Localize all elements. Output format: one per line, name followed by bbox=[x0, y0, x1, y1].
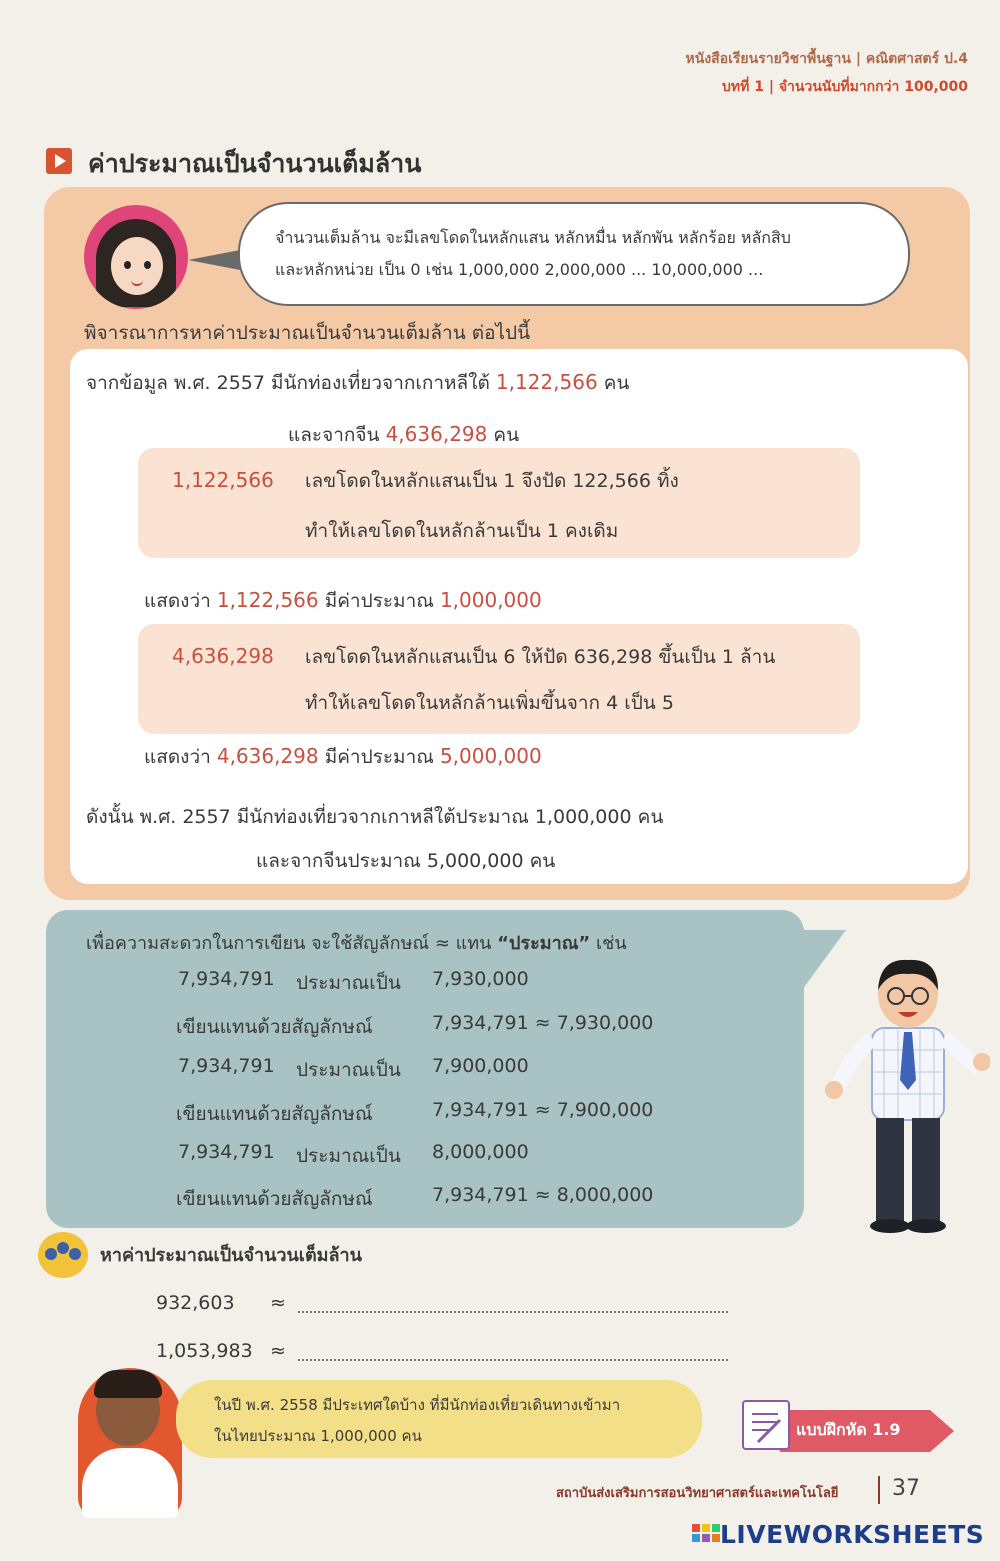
exercise-number-2: 1,053,983 bbox=[156, 1340, 253, 1362]
rounding-number-1: 1,122,566 bbox=[172, 468, 274, 492]
approx-value: 7,900,000 bbox=[432, 1055, 529, 1077]
play-triangle-icon bbox=[46, 148, 72, 174]
group-people-icon bbox=[38, 1232, 88, 1278]
exercise-number-1: 932,603 bbox=[156, 1292, 235, 1314]
worksheet-label[interactable]: แบบฝึกหัด 1.9 bbox=[796, 1420, 901, 1439]
approx-symbol: ≈ bbox=[270, 1292, 286, 1314]
liveworksheets-watermark: LIVEWORKSHEETS bbox=[720, 1520, 985, 1549]
book-title-header: หนังสือเรียนรายวิชาพื้นฐาน | คณิตศาสตร์ ป.4 bbox=[685, 51, 968, 67]
rounding-step-1b: ทำให้เลขโดดในหลักล้านเป็น 1 คงเดิม bbox=[305, 520, 619, 542]
data-line-korea: จากข้อมูล พ.ศ. 2557 มีนักท่องเที่ยวจากเกาหลีใต้ 1,122,566 คน bbox=[86, 370, 630, 394]
section-title: ค่าประมาณเป็นจำนวนเต็มล้าน bbox=[88, 149, 422, 178]
exercise-title: หาค่าประมาณเป็นจำนวนเต็มล้าน bbox=[100, 1245, 362, 1266]
conclusion-line-2: และจากจีนประมาณ 5,000,000 คน bbox=[256, 850, 556, 872]
symbol-intro: เพื่อความสะดวกในการเขียน จะใช้สัญลักษณ์ ≈ แทน “ประมาณ” เช่น bbox=[86, 933, 627, 954]
rounding-step-2b: ทำให้เลขโดดในหลักล้านเพิ่มขึ้นจาก 4 เป็น 5 bbox=[305, 692, 674, 714]
girl-avatar bbox=[84, 205, 188, 309]
teacher-illustration bbox=[820, 950, 990, 1240]
rounding-step-2a: เลขโดดในหลักแสนเป็น 6 ให้ปัด 636,298 ขึ้นเป็น 1 ล้าน bbox=[305, 646, 776, 668]
shows-line-2: แสดงว่า 4,636,298 มีค่าประมาณ 5,000,000 bbox=[144, 744, 542, 768]
speech-bubble bbox=[238, 202, 910, 306]
approx-number: 7,934,791 bbox=[178, 1055, 275, 1077]
approx-value: 7,930,000 bbox=[432, 968, 529, 990]
rounding-step-1a: เลขโดดในหลักแสนเป็น 1 จึงปัด 122,566 ทิ้ง bbox=[305, 470, 679, 492]
answer-blank-1[interactable] bbox=[298, 1310, 728, 1313]
question-line-2: ในไทยประมาณ 1,000,000 คน bbox=[214, 1427, 422, 1445]
symbol-expression: 7,934,791 ≈ 7,900,000 bbox=[432, 1099, 654, 1121]
shows-line-1: แสดงว่า 1,122,566 มีค่าประมาณ 1,000,000 bbox=[144, 588, 542, 612]
footer-divider bbox=[878, 1476, 880, 1504]
approx-number: 7,934,791 bbox=[178, 968, 275, 990]
approx-number: 7,934,791 bbox=[178, 1141, 275, 1163]
speech-line-1: จำนวนเต็มล้าน จะมีเลขโดดในหลักแสน หลักหมื่น หลักพัน หลักร้อย หลักสิบ bbox=[275, 228, 791, 247]
consider-heading: พิจารณาการหาค่าประมาณเป็นจำนวนเต็มล้าน ต่อไปนี้ bbox=[84, 322, 531, 344]
speech-line-2: และหลักหน่วย เป็น 0 เช่น 1,000,000 2,000,000 ... 10,000,000 ... bbox=[275, 260, 764, 279]
chapter-header: บทที่ 1 | จำนวนนับที่มากกว่า 100,000 bbox=[722, 79, 968, 95]
symbol-panel bbox=[46, 910, 804, 1228]
page-number: 37 bbox=[892, 1476, 920, 1501]
approx-label: ประมาณเป็น bbox=[296, 1059, 401, 1081]
approx-label: ประมาณเป็น bbox=[296, 972, 401, 994]
boy-shirt bbox=[82, 1448, 178, 1518]
symbol-expression: 7,934,791 ≈ 7,930,000 bbox=[432, 1012, 654, 1034]
speech-bubble-tail bbox=[188, 250, 240, 270]
liveworksheets-logo-icon bbox=[692, 1524, 720, 1548]
symbol-label: เขียนแทนด้วยสัญลักษณ์ bbox=[176, 1188, 373, 1210]
boy-hair bbox=[94, 1370, 162, 1398]
symbol-label: เขียนแทนด้วยสัญลักษณ์ bbox=[176, 1016, 373, 1038]
approx-label: ประมาณเป็น bbox=[296, 1145, 401, 1167]
china-visitors: 4,636,298 bbox=[385, 422, 488, 446]
data-line-china: และจากจีน 4,636,298 คน bbox=[288, 422, 520, 446]
approx-value: 8,000,000 bbox=[432, 1141, 529, 1163]
pencil-paper-icon bbox=[742, 1400, 790, 1450]
conclusion-line-1: ดังนั้น พ.ศ. 2557 มีนักท่องเที่ยวจากเกาหลีใต้ประมาณ 1,000,000 คน bbox=[86, 806, 664, 828]
symbol-expression: 7,934,791 ≈ 8,000,000 bbox=[432, 1184, 654, 1206]
answer-blank-2[interactable] bbox=[298, 1358, 728, 1361]
korea-visitors: 1,122,566 bbox=[495, 370, 598, 394]
approx-symbol: ≈ bbox=[270, 1340, 286, 1362]
question-line-1: ในปี พ.ศ. 2558 มีประเทศใดบ้าง ที่มีนักท่องเที่ยวเดินทางเข้ามา bbox=[214, 1396, 621, 1414]
symbol-label: เขียนแทนด้วยสัญลักษณ์ bbox=[176, 1103, 373, 1125]
rounding-number-2: 4,636,298 bbox=[172, 644, 274, 668]
footer-institute: สถาบันส่งเสริมการสอนวิทยาศาสตร์และเทคโนโลยี bbox=[556, 1486, 839, 1501]
